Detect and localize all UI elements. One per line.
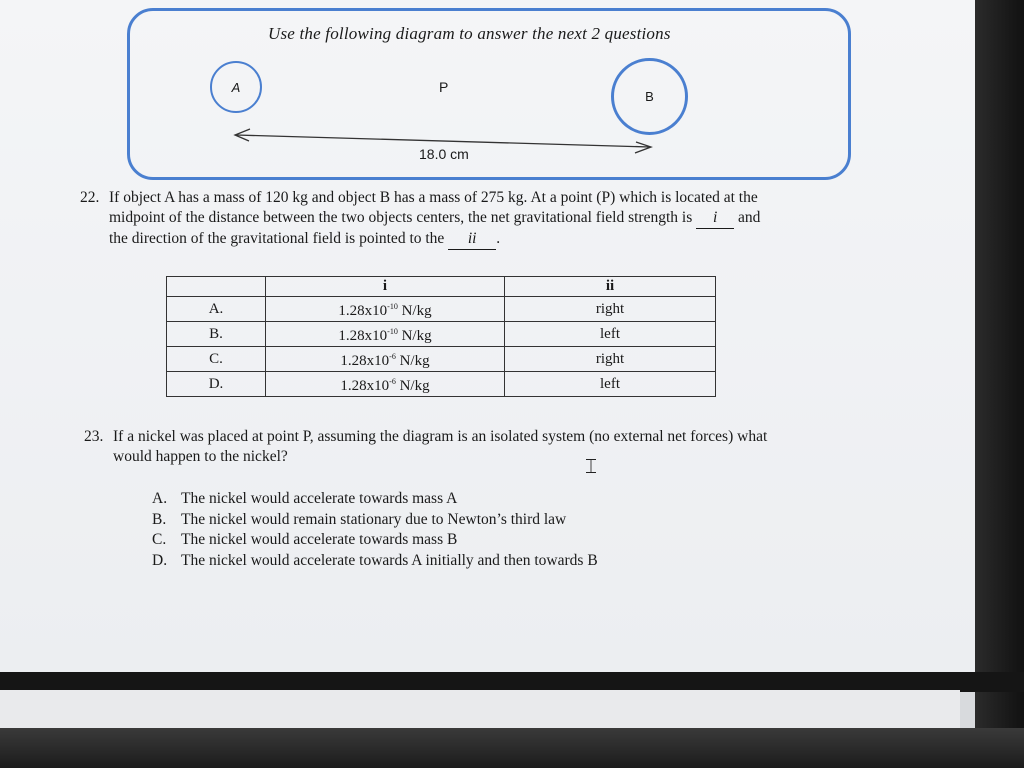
row-letter: A.	[167, 297, 266, 322]
table-header-blank	[167, 277, 266, 297]
object-b-label: B	[645, 89, 654, 104]
question-23-choices	[152, 489, 598, 571]
object-a-label: A	[231, 79, 241, 95]
question-23-line-1: If a nickel was placed at point P, assuming the diagram is an isolated system (no external net forces) what	[113, 428, 768, 445]
exponent: -10	[387, 302, 398, 311]
mantissa: 1.28x10	[340, 353, 390, 369]
row-letter: D.	[167, 372, 266, 397]
row-letter: B.	[167, 322, 266, 347]
point-p-label: P	[439, 79, 449, 95]
exponent: -6	[389, 377, 396, 386]
choice-b[interactable]	[152, 510, 598, 531]
choice-text: The nickel would accelerate towards mass A	[181, 490, 458, 507]
object-a-circle	[210, 61, 262, 113]
choice-letter: A.	[152, 490, 168, 507]
row-direction: left	[505, 372, 716, 397]
distance-label: 18.0 cm	[419, 146, 469, 162]
choice-d[interactable]	[152, 551, 598, 572]
text-cursor-icon: ⌶	[585, 456, 597, 478]
choice-text: The nickel would accelerate towards mass B	[181, 531, 458, 548]
choice-letter: D.	[152, 551, 168, 569]
question-22-line-3	[109, 229, 760, 250]
table-row	[167, 347, 716, 372]
diagram-title: Use the following diagram to answer the next 2 questions	[268, 24, 671, 43]
mantissa: 1.28x10	[340, 378, 390, 394]
question-23-number: 23.	[84, 428, 104, 445]
table-row	[167, 372, 716, 397]
choice-text: The nickel would remain stationary due to Newton’s third law	[181, 510, 567, 528]
question-22-line-2-post: and	[737, 209, 761, 226]
table-header-row	[167, 277, 716, 297]
exponent: -6	[389, 352, 396, 361]
monitor-bezel-bottom	[0, 672, 1024, 692]
row-direction: left	[505, 322, 716, 347]
question-22-text	[109, 188, 760, 250]
unit: N/kg	[401, 328, 432, 344]
row-field-strength	[266, 297, 505, 322]
choice-text: The nickel would accelerate towards A initially and then towards B	[181, 551, 598, 569]
row-field-strength	[266, 347, 505, 372]
blank-i: i	[696, 208, 734, 229]
question-23-line-2: would happen to the nickel?	[113, 448, 288, 465]
question-23	[84, 427, 904, 471]
choice-a[interactable]	[152, 489, 598, 510]
question-22	[80, 188, 900, 252]
question-22-line-3-post: .	[496, 230, 501, 247]
row-letter: C.	[167, 347, 266, 372]
row-field-strength	[266, 322, 505, 347]
arrowhead-right	[635, 142, 651, 153]
question-22-number: 22.	[80, 189, 100, 206]
desk-surface	[0, 728, 1024, 768]
row-field-strength	[266, 372, 505, 397]
screen-lower-strip	[0, 690, 960, 728]
mantissa: 1.28x10	[338, 303, 388, 319]
table-header-i: i	[266, 277, 505, 297]
choice-letter: B.	[152, 510, 167, 528]
question-22-line-2-pre: midpoint of the distance between the two objects centers, the net gravitational field strength is	[109, 209, 693, 226]
monitor-bezel-right	[975, 0, 1024, 768]
question-22-line-2	[109, 208, 760, 229]
question-22-line-3-pre: the direction of the gravitational field is pointed to the	[109, 230, 445, 247]
unit: N/kg	[399, 378, 430, 394]
table-header-ii: ii	[505, 277, 716, 297]
answer-table	[166, 276, 716, 397]
unit: N/kg	[401, 303, 432, 319]
choice-letter: C.	[152, 531, 167, 548]
object-b-circle	[611, 58, 688, 135]
table-row	[167, 322, 716, 347]
question-23-text	[113, 427, 767, 467]
question-22-line-1: If object A has a mass of 120 kg and object B has a mass of 275 kg. At a point (P) which is located at the	[109, 189, 758, 206]
exponent: -10	[387, 327, 398, 336]
row-direction: right	[505, 297, 716, 322]
blank-ii: ii	[448, 229, 496, 250]
table-row	[167, 297, 716, 322]
row-direction: right	[505, 347, 716, 372]
unit: N/kg	[399, 353, 430, 369]
choice-c[interactable]	[152, 530, 598, 551]
mantissa: 1.28x10	[338, 328, 388, 344]
